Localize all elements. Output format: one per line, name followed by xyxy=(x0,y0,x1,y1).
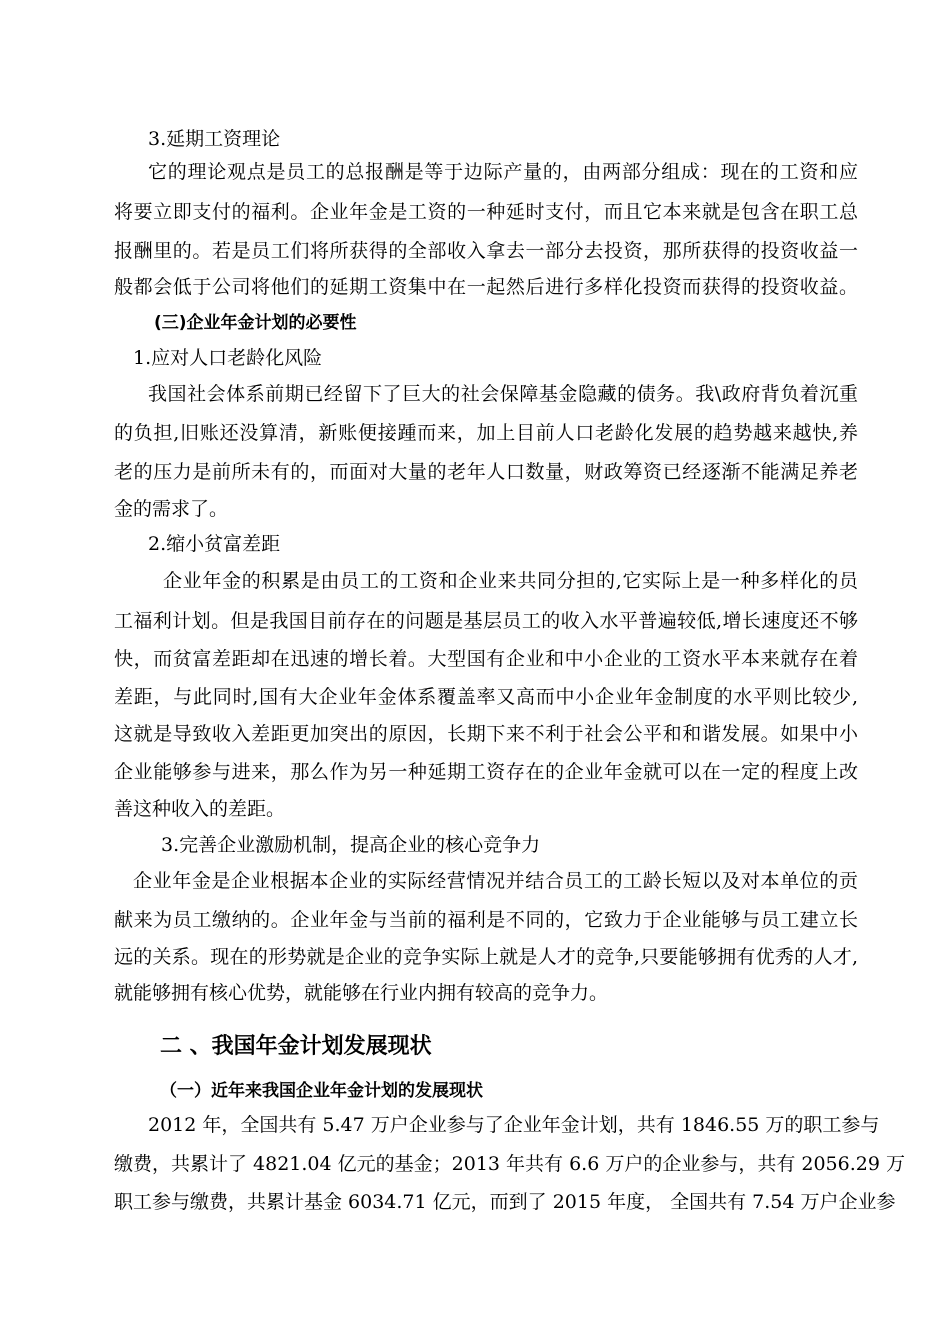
paragraph-line: 般都会低于公司将他们的延期工资集中在一起然后进行多样化投资而获得的投资收益。 xyxy=(114,276,858,298)
paragraph-line: 差距，与此同时,国有大企业年金体系覆盖率又高而中小企业年金制度的水平则比较少, xyxy=(114,686,858,708)
paragraph-line: 就能够拥有核心优势，就能够在行业内拥有较高的竞争力。 xyxy=(114,982,609,1004)
paragraph-line: 快，而贫富差距却在迅速的增长着。大型国有企业和中小企业的工资水平本来就存在着 xyxy=(114,648,858,670)
subsection-heading: 1.应对人口老龄化风险 xyxy=(133,347,323,369)
paragraph-line: 企业年金的积累是由员工的工资和企业来共同分担的,它实际上是一种多样化的员 xyxy=(163,570,858,592)
section-heading: (三)企业年金计划的必要性 xyxy=(154,313,357,333)
paragraph-line: 远的关系。现在的形势就是企业的竞争实际上就是人才的竞争,只要能够拥有优秀的人才, xyxy=(114,946,858,968)
subsection-heading: 3.完善企业激励机制，提高企业的核心竞争力 xyxy=(161,834,541,856)
paragraph-line: 金的需求了。 xyxy=(114,498,229,520)
chapter-heading: 二 、我国年金计划发展现状 xyxy=(160,1034,432,1059)
paragraph-line: 它的理论观点是员工的总报酬是等于边际产量的，由两部分组成：现在的工资和应 xyxy=(148,161,858,183)
paragraph-line: 善这种收入的差距。 xyxy=(114,798,286,820)
paragraph-line: 这就是导致收入差距更加突出的原因，长期下来不利于社会公平和和谐发展。如果中小 xyxy=(114,723,858,745)
subsection-heading: 3.延期工资理论 xyxy=(148,128,281,150)
paragraph-line: 老的压力是前所未有的，而面对大量的老年人口数量，财政筹资已经逐渐不能满足养老 xyxy=(114,461,858,483)
paragraph-line: 职工参与缴费，共累计基金 6034.71 亿元，而到了 2015 年度， 全国共有 7.54 万户企业参 xyxy=(114,1191,896,1213)
paragraph-line: 我国社会体系前期已经留下了巨大的社会保障基金隐藏的债务。我\政府背负着沉重 xyxy=(148,383,858,405)
section-heading: （一）近年来我国企业年金计划的发展现状 xyxy=(160,1081,483,1101)
paragraph-line: 报酬里的。若是员工们将所获得的全部收入拿去一部分去投资，那所获得的投资收益一 xyxy=(114,240,858,262)
paragraph-line: 2012 年，全国共有 5.47 万户企业参与了企业年金计划，共有 1846.55 万的职工参与 xyxy=(148,1114,880,1136)
paragraph-line: 将要立即支付的福利。企业年金是工资的一种延时支付，而且它本来就是包含在职工总 xyxy=(114,201,858,223)
subsection-heading: 2.缩小贫富差距 xyxy=(148,533,281,555)
paragraph-line: 企业年金是企业根据本企业的实际经营情况并结合员工的工龄长短以及对本单位的贡 xyxy=(133,870,858,892)
paragraph-line: 缴费，共累计了 4821.04 亿元的基金；2013 年共有 6.6 万户的企业参与，共有 2056.29 万 xyxy=(114,1153,905,1175)
paragraph-line: 工福利计划。但是我国目前存在的问题是基层员工的收入水平普遍较低,增长速度还不够 xyxy=(114,610,858,632)
paragraph-line: 献来为员工缴纳的。企业年金与当前的福利是不同的，它致力于企业能够与员工建立长 xyxy=(114,909,858,931)
paragraph-line: 的负担,旧账还没算清，新账便接踵而来，加上目前人口老龄化发展的趋势越来越快,养 xyxy=(114,422,858,444)
paragraph-line: 企业能够参与进来，那么作为另一种延期工资存在的企业年金就可以在一定的程度上改 xyxy=(114,761,858,783)
